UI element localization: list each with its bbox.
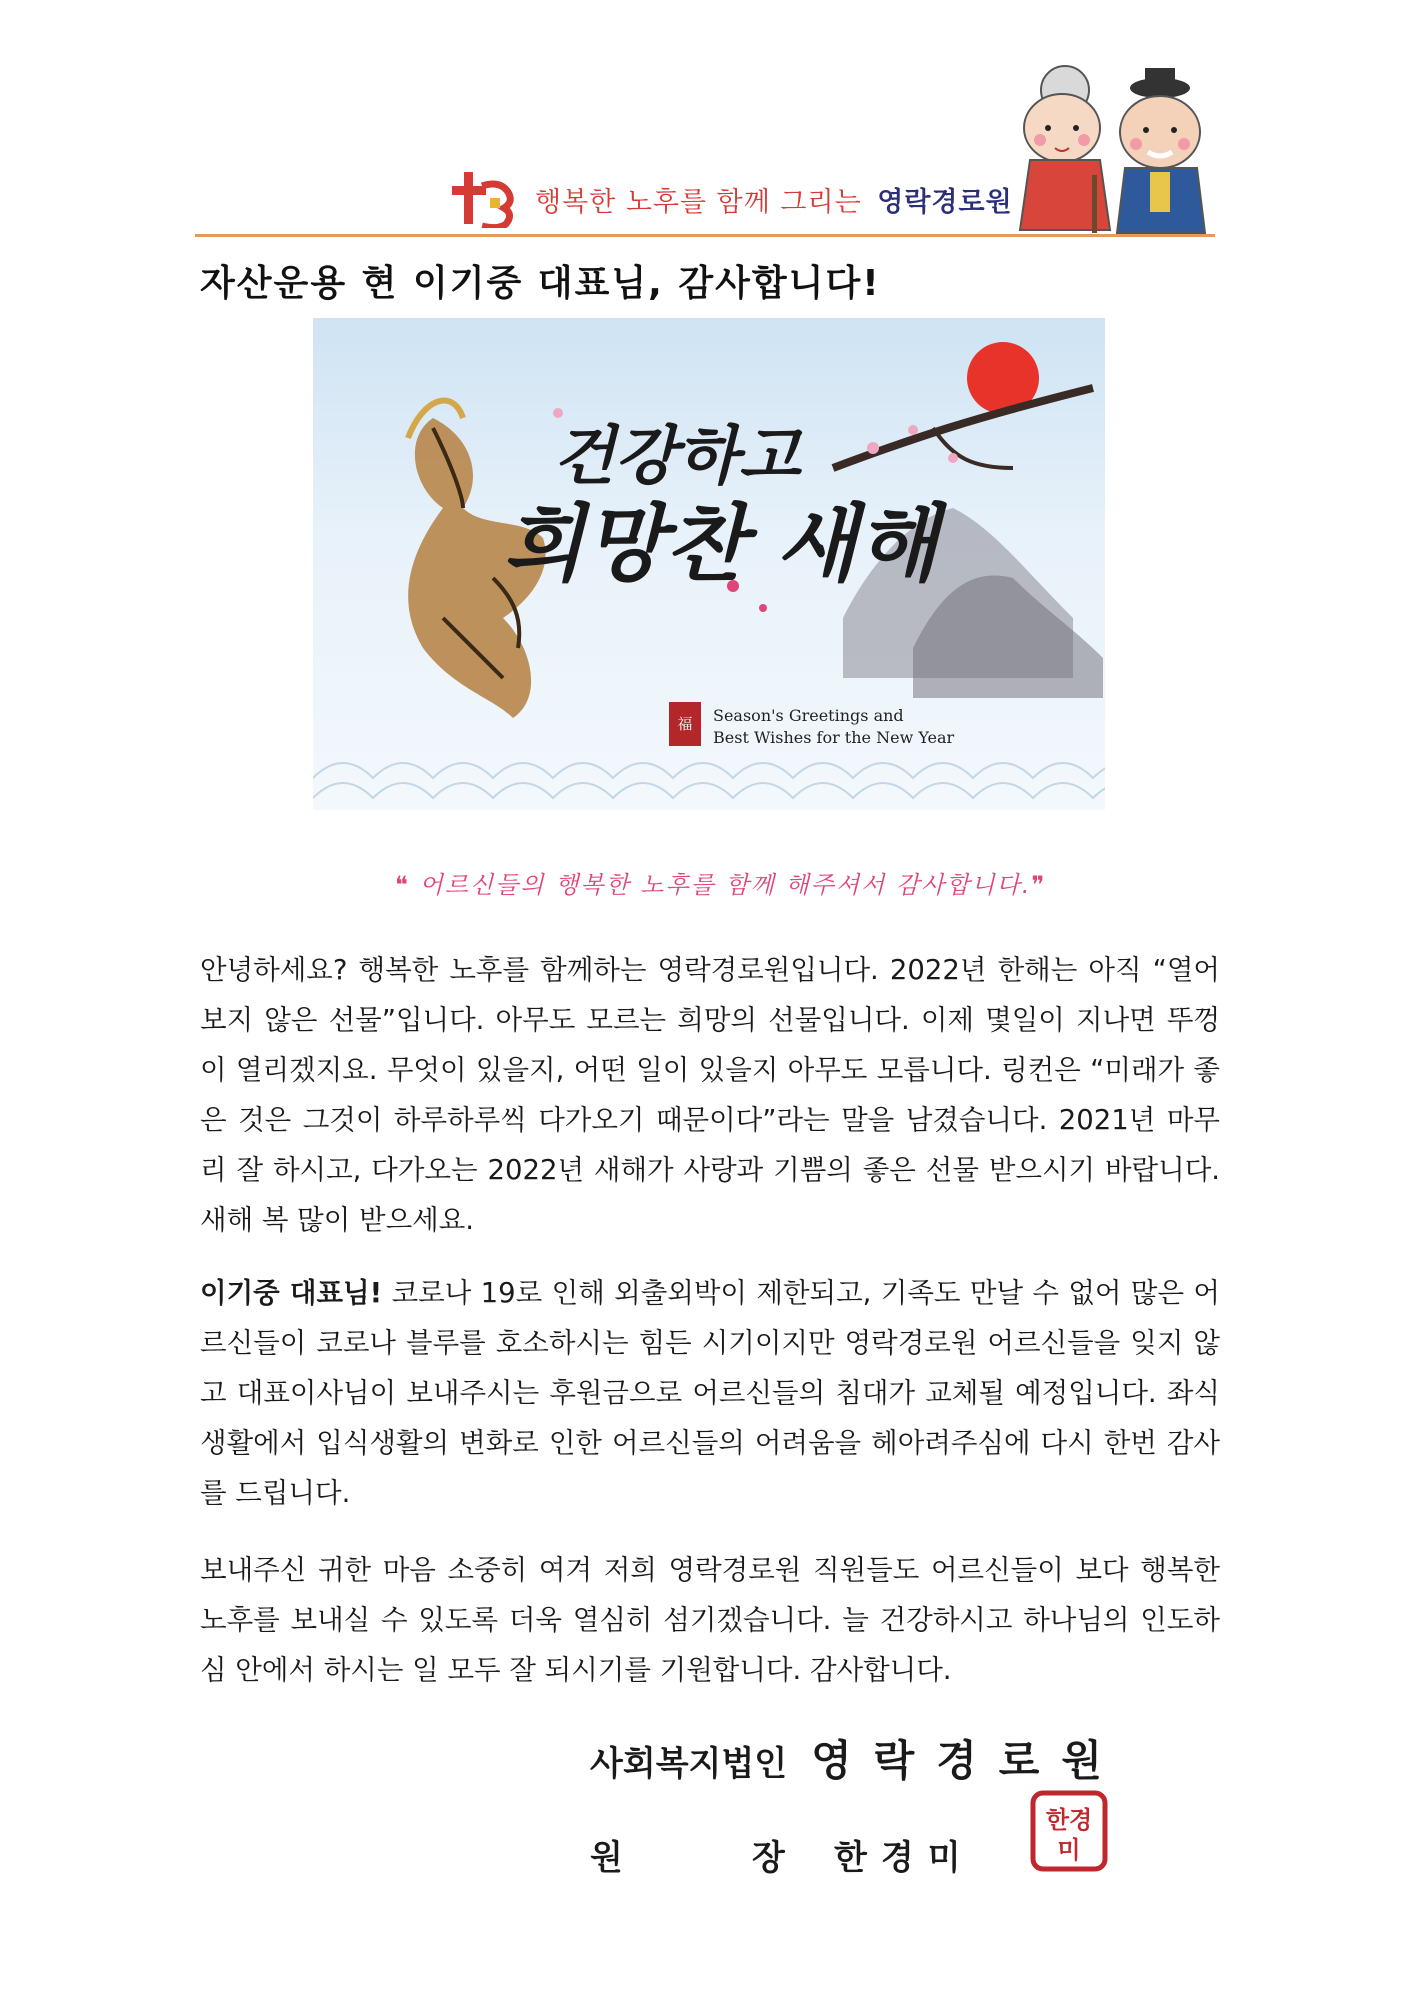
signature-org-name: 영락경로원: [811, 1736, 1124, 1785]
page-title: 자산운용 현 이기중 대표님, 감사합니다!: [200, 263, 881, 304]
org-logo: [450, 168, 522, 228]
card-greeting-line1: Season's Greetings and: [713, 706, 904, 725]
signature-role-1: 원: [590, 1838, 623, 1878]
slogan-text: 행복한 노후를 함께 그리는: [535, 187, 862, 218]
new-year-card-image: [313, 318, 1105, 810]
header-org-name: 영락경로원: [877, 187, 1013, 218]
signature-role-2: 장: [752, 1838, 785, 1878]
director-seal-stamp: [1030, 1790, 1108, 1872]
paragraph-thanks-lead: 이기중 대표님!: [200, 1277, 383, 1309]
paragraph-greeting: 안녕하세요? 행복한 노후를 함께하는 영락경로원입니다. 2022년 한해는 아직 “열어보지 않은 선물”입니다. 아무도 모르는 희망의 선물입니다. 이제 몇일이 지나면 뚜껑이 열리겠지요. 무엇이 있을지, 어떤 일이 있을지 아무도 모릅니다. 링컨은 “미래가 좋은 것은 그것이 하루하루씩 다가오기 때문이다”라는 말을 남겼습니다. 2021년 마무리 잘 하시고, 다가오는 2022년 새해가 사랑과 기쁨의 좋은 선물 받으시기 바랍니다. 새해 복 많이 받으세요.: [200, 954, 1220, 1236]
svg-text:한경: 한경: [1045, 1806, 1093, 1834]
header-divider: [195, 234, 1215, 237]
calligraphy-line2: 희망찬 새해: [503, 494, 938, 593]
paragraph-closing: 보내주신 귀한 마음 소중히 여겨 저희 영락경로원 직원들도 어르신들이 보다 행복한 노후를 보내실 수 있도록 더욱 열심히 섬기겠습니다. 늘 건강하시고 하나님의 인도하심 안에서 하시는 일 모두 잘 되시기를 기원합니다. 감사합니다.: [200, 1554, 1220, 1686]
card-artwork: [313, 318, 1105, 810]
mascot-illustration: [1000, 60, 1230, 235]
card-greeting-line2: Best Wishes for the New Year: [713, 728, 955, 747]
paragraph-thanks-body: 코로나 19로 인해 외출외박이 제한되고, 기족도 만날 수 없어 많은 어르신들이 코로나 블루를 호소하시는 힘든 시기이지만 영락경로원 어르신들을 잊지 않고 대표이사님이 보내주시는 후원금으로 어르신들의 침대가 교체될 예정입니다. 좌식생활에서 입식생활의 변화로 인한 어르신들의 어려움을 헤아려주심에 다시 한번 감사를 드립니다.: [200, 1277, 1220, 1509]
svg-text:미: 미: [1057, 1836, 1081, 1864]
paragraph-thanks: [200, 1268, 1220, 1518]
header-slogan: [535, 180, 1013, 219]
signature-organization: [590, 1728, 1124, 1788]
signature-org-prefix: 사회복지법인: [590, 1744, 788, 1784]
signature-name: 한경미: [834, 1838, 975, 1878]
signature-director: [590, 1830, 975, 1879]
thanks-quote: ❝ 어르신들의 행복한 노후를 함께 해주셔서 감사합니다.❞: [395, 871, 1047, 899]
calligraphy-line1: 건강하고: [553, 419, 801, 494]
card-seal-stamp: 福: [669, 702, 701, 746]
